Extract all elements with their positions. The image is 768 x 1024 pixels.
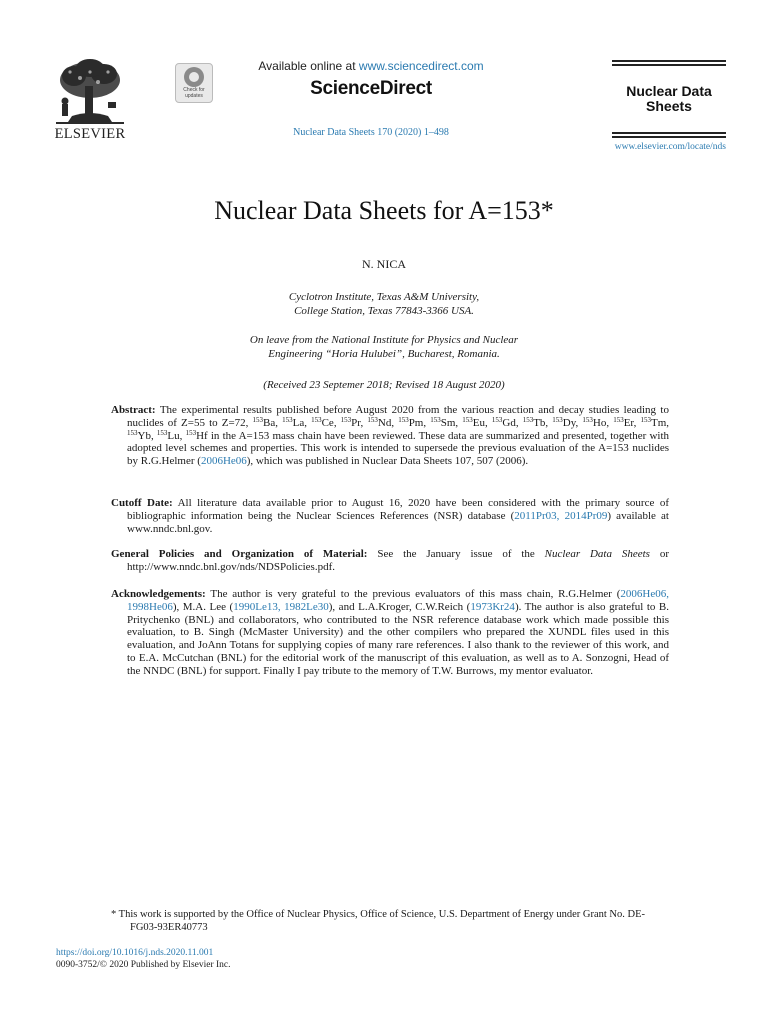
nuclide-item (523, 417, 546, 429)
journal-name (612, 84, 726, 114)
abstract-paragraph (111, 404, 669, 468)
acknowledgements-section (111, 588, 669, 678)
nuclide-element: Tb (533, 416, 546, 429)
doi-link[interactable]: https://doi.org/10.1016/j.nds.2020.11.001 (56, 948, 214, 958)
nuclide-mass: 153 (491, 415, 503, 424)
nuclide-item (253, 417, 276, 429)
funding-footnote (111, 909, 671, 934)
received-dates: (Received 23 Septemer 2018; Revised 18 August 2020) (263, 379, 505, 391)
nuclide-mass: 153 (462, 415, 473, 424)
nuclide-item (127, 430, 151, 442)
policies-text-2: or http://www.nndc.bnl.gov/nds/NDSPolicies.pdf. (127, 548, 669, 573)
nuclide-element: Dy (562, 416, 576, 429)
available-online (258, 59, 484, 73)
ref-helmer-link[interactable]: 2006He06, 1998He06 (127, 588, 669, 613)
article-title: Nuclear Data Sheets for A=153* (214, 196, 554, 225)
nuclide-item (157, 430, 180, 442)
sciencedirect-wordmark: ScienceDirect (310, 78, 432, 99)
nuclide-element: La (292, 416, 305, 429)
ref-nsr-link[interactable]: 2011Pr03, 2014Pr09 (514, 509, 608, 522)
nuclide-item (186, 430, 208, 442)
abstract-label: Abstract: (111, 404, 156, 416)
footnote-text: * This work is supported by the Office of Nuclear Physics, Office of Science, U.S. Department of Energy under Grant No. DE-FG03-93ER40773 (111, 909, 646, 933)
nuclide-element: Pr (351, 416, 361, 429)
nuclide-mass: 153 (311, 415, 322, 424)
abstract-section (111, 404, 669, 468)
check-for-updates-badge[interactable] (175, 63, 213, 103)
abstract-text-1: The experimental results published before August 2020 from the various reaction and decay studies leading to nuclides of Z=55 to Z=72, (127, 404, 669, 429)
masthead-rule-top (612, 60, 726, 62)
ack-text-1: The author is very grateful to the previous evaluators of this mass chain, R.G.Helmer ( (205, 588, 621, 600)
nuclide-mass: 153 (398, 415, 409, 424)
nuclide-element: Yb (137, 429, 151, 442)
policies-label: General Policies and Organization of Material: (111, 548, 368, 560)
affiliation (0, 290, 768, 318)
publisher-name: ELSEVIER (54, 126, 126, 142)
cutoff-text-2: ) available at www.nndc.bnl.gov. (127, 509, 669, 535)
leave-line2: Engineering “Horia Hulubei”, Bucharest, Romania. (268, 348, 500, 360)
nuclide-element: Eu (472, 416, 486, 429)
nuclide-item (430, 417, 455, 429)
ack-text-4: ). The author is also grateful to B. Pritychenko (BNL) and collaborators, who contributed to the NSR reference database work which made possible this evaluation, to B. Singh (McMaster University) and the other compilers who prepared the XUNDL files used in this evaluation, and JoAnn Totans for supplying copies of many rare references. I also thank to the reviewer of this work, and to E.A. McCutchan (BNL) for the editorial work of the manuscript of this evaluation, as well as to A. Sonzogni, Head of the NNDC (BNL) for support. Finally I pay tribute to the memory of T.W. Burrows, my mentor evaluator. (127, 600, 670, 677)
nuclide-item (462, 417, 485, 429)
nuclide-mass: 153 (340, 415, 352, 424)
nuclide-element: Lu (167, 429, 180, 442)
masthead-rule-bottom-2 (612, 136, 726, 138)
policies-paragraph (111, 548, 669, 574)
ref-kroger-link[interactable]: 1973Kr24 (470, 600, 515, 613)
policies-journal: Nuclear Data Sheets (544, 548, 650, 560)
nuclide-mass: 153 (185, 428, 197, 437)
nuclide-element: Hf (196, 429, 208, 442)
nuclide-element: Pm (408, 416, 424, 429)
journal-name-line1: Nuclear Data (626, 83, 712, 99)
acknowledgements-label: Acknowledgements: (111, 588, 206, 600)
nuclide-item (282, 417, 304, 429)
nuclide-item (582, 417, 606, 429)
affiliation-line1: Cyclotron Institute, Texas A&M University, (288, 291, 480, 303)
journal-name-line2: Sheets (646, 98, 692, 114)
nuclide-mass: 153 (156, 428, 168, 437)
nuclide-mass: 153 (367, 415, 378, 424)
nuclide-element: Tm (651, 416, 667, 429)
nuclide-mass: 153 (640, 415, 651, 424)
masthead-rule-bottom (612, 132, 726, 134)
copyright-notice: 0090-3752/© 2020 Published by Elsevier Inc. (56, 960, 231, 970)
nuclide-element: Gd (502, 416, 516, 429)
acknowledgements-paragraph (111, 588, 669, 678)
nuclide-element: Ba (263, 416, 276, 429)
ack-text-2: ), M.A. Lee ( (172, 600, 234, 613)
policies-text-1: See the January issue of the (367, 548, 545, 560)
nuclide-element: Er (623, 416, 634, 429)
ref-2006he06-link[interactable]: 2006He06 (200, 455, 247, 468)
nuclide-mass: 153 (582, 415, 593, 424)
cutoff-label: Cutoff Date: (111, 497, 173, 509)
cutoff-text-1: All literature data available prior to August 16, 2020 have been considered with the primary source of bibliographic information being the Nuclear Sciences References (NSR) database ( (127, 497, 669, 522)
abstract-text-2: in the A=153 mass chain have been reviewed. These data are summarized and presented, together with adopted level schemes and properties. This work is intended to supersede the previous evaluation of the A=153 nuclides by R.G.Helmer ( (127, 429, 669, 468)
nuclide-item (613, 417, 633, 429)
cutoff-section (111, 497, 669, 535)
journal-url-link[interactable]: www.elsevier.com/locate/nds (614, 142, 726, 152)
policies-section (111, 548, 669, 574)
nuclide-item (552, 417, 575, 429)
nuclide-element: Ce (321, 416, 334, 429)
leave-line1: On leave from the National Institute for Physics and Nuclear (249, 334, 519, 346)
ack-text-3: ), and L.A.Kroger, C.W.Reich ( (328, 600, 471, 613)
cutoff-paragraph (111, 497, 669, 535)
ref-lee-link[interactable]: 1990Le13, 1982Le30 (233, 600, 329, 613)
nuclide-mass: 153 (522, 415, 534, 424)
nuclide-mass: 153 (252, 415, 264, 424)
nuclide-element: Nd (377, 416, 392, 429)
nuclide-element: Sm (440, 416, 456, 429)
nuclide-mass: 153 (430, 415, 441, 424)
nuclide-item (311, 417, 334, 429)
nuclide-mass: 153 (282, 415, 293, 424)
masthead-rule-top-2 (612, 64, 726, 66)
nuclide-item (492, 417, 516, 429)
nuclide-list: $^{153}$Ba, $^{153}$La, $^{153}$Ce, $^{153}$Pr, $^{153}$Nd, $^{153}$Pm, $^{153}$Sm, $^{153}$Eu, $^{153}$Gd, $^{153}$Tb, $^{153}$Dy, $^{153}$Ho, $^{153}$Er, $^{153}$Tm, $^{153}$Yb, $^{153}$Lu, $^{153}$Hf (127, 415, 670, 442)
nuclide-item (641, 417, 667, 429)
nuclide-element: Ho (592, 416, 607, 429)
nuclide-item (398, 417, 423, 429)
affiliation-line2: College Station, Texas 77843-3366 USA. (294, 305, 474, 317)
leave-note (0, 333, 768, 361)
nuclide-mass: 153 (552, 415, 563, 424)
nuclide-item (341, 417, 361, 429)
crossmark-icon (184, 67, 204, 87)
nuclide-mass: 153 (127, 428, 138, 437)
journal-citation-link[interactable]: Nuclear Data Sheets 170 (2020) 1–498 (293, 127, 449, 138)
crossmark-label: Check for updates (183, 87, 205, 99)
available-prefix: Available online at (258, 59, 359, 73)
author-name: N. NICA (362, 257, 406, 271)
sciencedirect-link[interactable]: www.sciencedirect.com (358, 59, 484, 73)
nuclide-mass: 153 (613, 415, 624, 424)
nuclide-item (367, 417, 391, 429)
abstract-text-3: ), which was published in Nuclear Data Sheets 107, 507 (2006). (246, 455, 529, 468)
